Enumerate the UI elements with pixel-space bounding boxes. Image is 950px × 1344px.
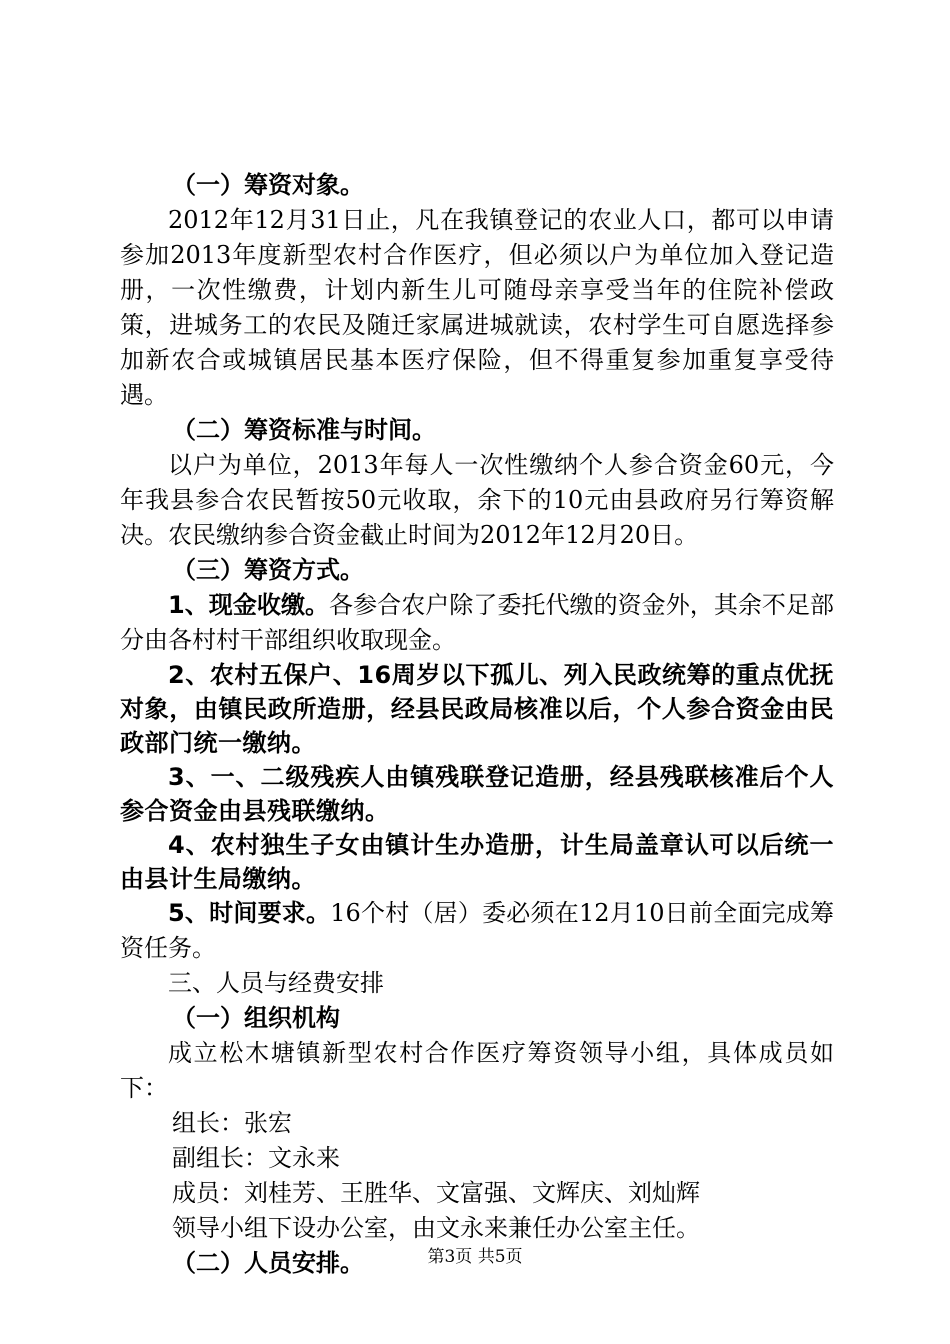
page-number-footer: 第3页 共5页 [427,1247,523,1267]
list-item-only-child: 4、农村独生子女由镇计生办造册，计生局盖章认可以后统一由县计生局缴纳。 [120,831,834,893]
item-lead-time-requirement: 5、时间要求。 [168,899,331,927]
deputy-leader-line: 副组长：文永来 [172,1144,340,1172]
section-heading-staff-arrangement: （二）人员安排。 [172,1249,364,1277]
leader-line: 组长：张宏 [172,1109,292,1137]
paragraph-funding-target: 2012年12月31日止，凡在我镇登记的农业人口，都可以申请参加2013年度新型农村合作医疗，但必须以户为单位加入登记造册，一次性缴费，计划内新生儿可随母亲享受当年的住院补偿政策，进城务工的农民及随迁家属进城就读，农村学生可自愿选择参加新农合或城镇居民基本医疗保险，但不得重复参加重复享受待遇。 [120,206,834,409]
paragraph-organization: 成立松木塘镇新型农村合作医疗筹资领导小组，具体成员如下： [120,1039,834,1102]
list-item-time-requirement [120,896,834,966]
list-item-disabled-persons: 3、一、二级残疾人由镇残联登记造册，经县残联核准后个人参合资金由县残联缴纳。 [120,763,834,825]
members-line: 成员：刘桂芳、王胜华、文富强、文辉庆、刘灿辉 [172,1179,700,1207]
section-heading-funding-method: （三）筹资方式。 [172,556,364,584]
item-body-cash-collection: 各参合农户除了委托代缴的资金外，其余不足部分由各村村干部组织收取现金。 [120,591,835,654]
list-item-civil-affairs: 2、农村五保户、16周岁以下孤儿、列入民政统筹的重点优抚对象，由镇民政所造册，经县民政局核准以后，个人参合资金由民政部门统一缴纳。 [120,661,834,757]
office-note-line: 领导小组下设办公室，由文永来兼任办公室主任。 [172,1214,700,1242]
section-heading-funding-standard: （二）筹资标准与时间。 [172,416,436,444]
paragraph-funding-standard: 以户为单位，2013年每人一次性缴纳个人参合资金60元，今年我县参合农民暂按50元收取，余下的10元由县政府另行筹资解决。农民缴纳参合资金截止时间为2012年12月20日。 [120,451,834,549]
item-body-time-requirement: 16个村（居）委必须在12月10日前全面完成筹资任务。 [120,899,834,962]
section-heading-organization: （一）组织机构 [172,1004,340,1032]
list-item-cash-collection [120,588,834,658]
section-heading-funding-target: （一）筹资对象。 [172,171,364,199]
document-body [120,168,834,1281]
part-heading-staff-and-funding: 三、人员与经费安排 [168,969,384,997]
item-lead-cash-collection: 1、现金收缴。 [168,591,330,619]
